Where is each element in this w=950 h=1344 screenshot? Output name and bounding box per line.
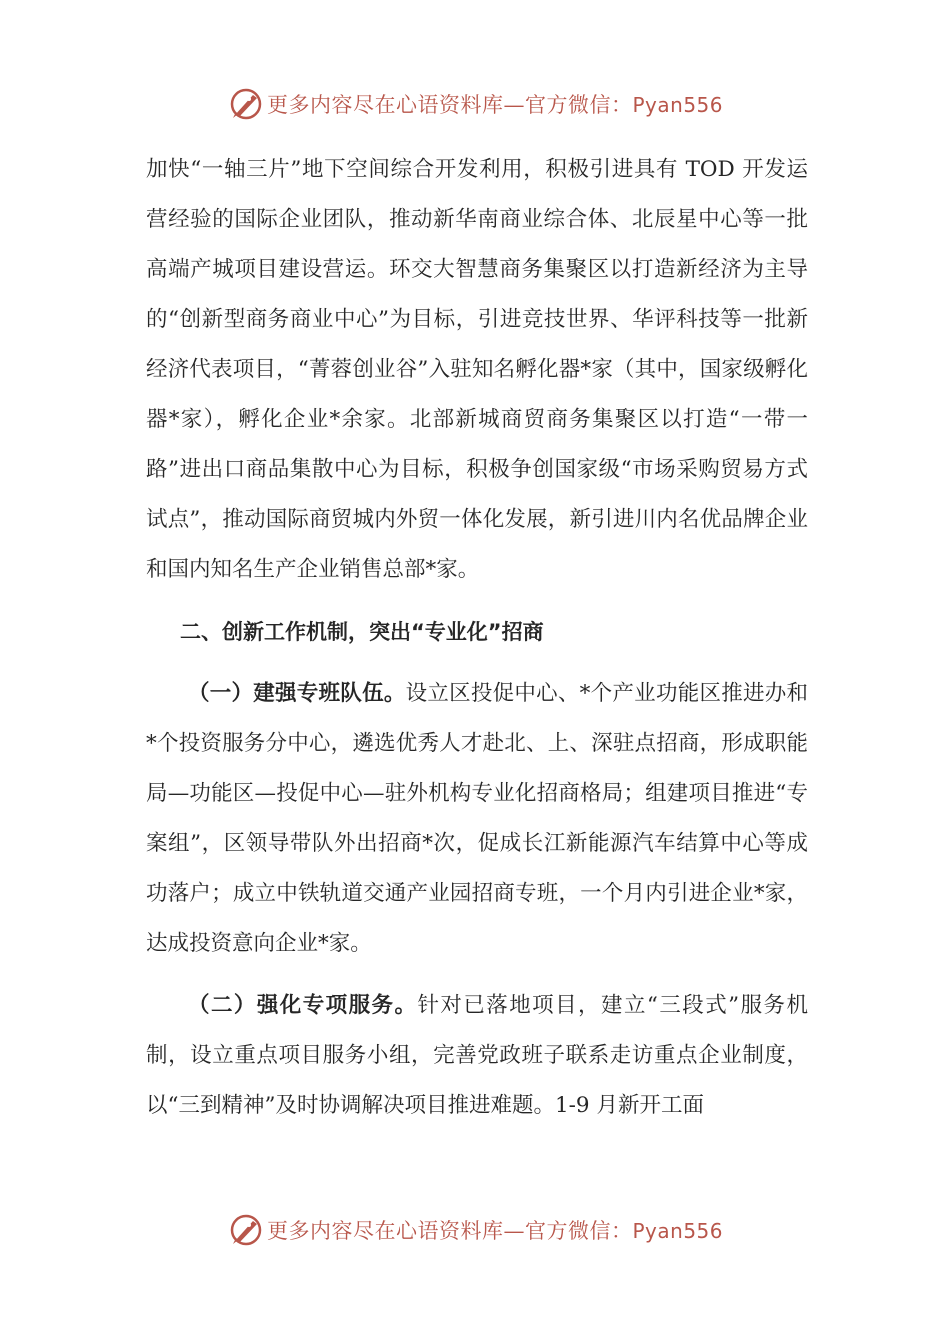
sub2-body: 针对已落地项目，建立“三段式”服务机制，设立重点项目服务小组，完善党政班子联系走访重点企业制度，以“三到精神”及时协调解决项目推进难题。1-9 月新开工面 <box>146 993 808 1118</box>
banner-text: 更多内容尽在心语资料库—官方微信：Pyan556 <box>267 1219 724 1243</box>
banner-text: 更多内容尽在心语资料库—官方微信：Pyan556 <box>267 93 724 117</box>
pen-logo-icon <box>229 1213 263 1247</box>
sub1-body: 设立区投促中心、*个产业功能区推进办和*个投资服务分中心，遴选优秀人才赴北、上、深驻点招商，形成职能局—功能区—投促中心—驻外机构专业化招商格局；组建项目推进“专案组”，区领导带队外出招商*次，促成长江新能源汽车结算中心等成功落户；成立中铁轨道交通产业园招商专班，一个月内引进企业*家，达成投资意向企业*家。 <box>146 681 808 956</box>
paragraph-sub1 <box>146 669 808 969</box>
pen-logo-icon <box>229 87 263 121</box>
paragraph-sub2 <box>146 981 808 1131</box>
footer-banner <box>0 1210 950 1250</box>
header-banner <box>0 84 950 124</box>
wechat-id: Pyan556 <box>632 93 724 117</box>
section-heading: 二、创新工作机制，突出“专业化”招商 <box>180 620 544 644</box>
sub1-title: （一）建强专班队伍。 <box>188 681 406 706</box>
document-body <box>146 145 808 1131</box>
paragraph-intro: 加快“一轴三片”地下空间综合开发利用，积极引进具有 TOD 开发运营经验的国际企业团队，推动新华南商业综合体、北辰星中心等一批高端产城项目建设营运。环交大智慧商务集聚区以打造新经济为主导的“创新型商务商业中心”为目标，引进竞技世界、华评科技等一批新经济代表项目，“菁蓉创业谷”入驻知名孵化器*家（其中，国家级孵化器*家），孵化企业*余家。北部新城商贸商务集聚区以打造“一带一路”进出口商品集散中心为目标，积极争创国家级“市场采购贸易方式试点”，推动国际商贸城内外贸一体化发展，新引进川内名优品牌企业和国内知名生产企业销售总部*家。 <box>146 157 808 582</box>
wechat-id: Pyan556 <box>632 1219 724 1243</box>
sub2-title: （二）强化专项服务。 <box>188 993 418 1018</box>
